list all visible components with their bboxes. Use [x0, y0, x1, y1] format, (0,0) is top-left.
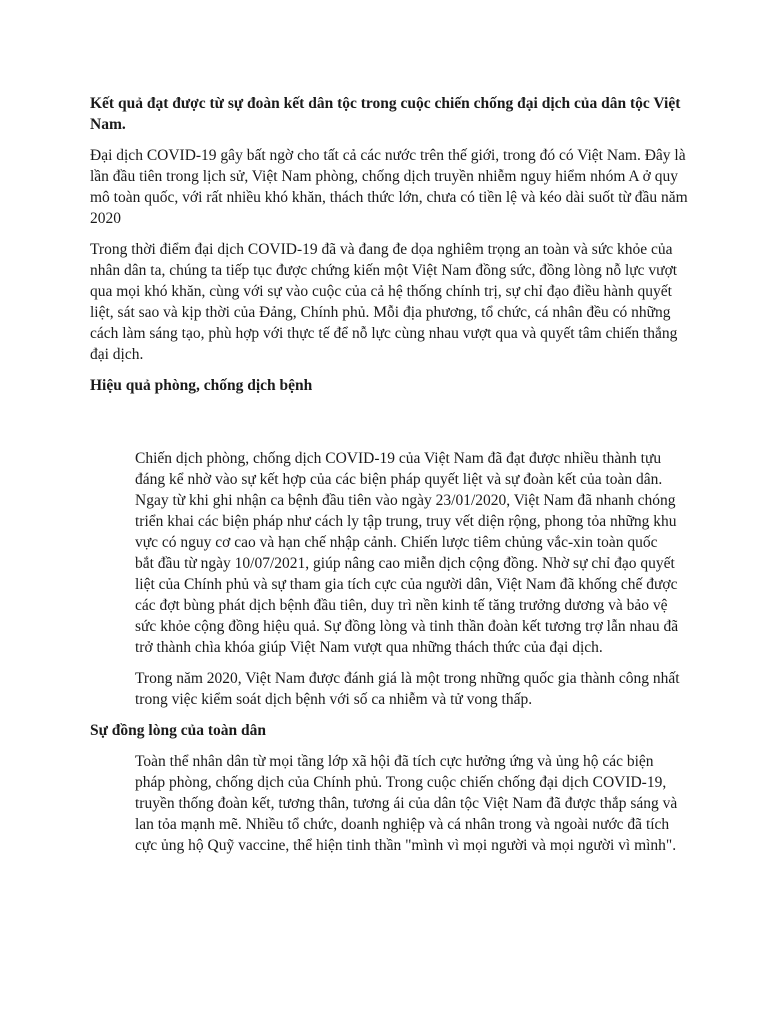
- document-page: [90, 93, 690, 866]
- document-title: Kết quả đạt được từ sự đoàn kết dân tộc trong cuộc chiến chống đại dịch của dân tộc Việt Nam.: [90, 95, 681, 133]
- intro-paragraph-2: Trong thời điểm đại dịch COVID-19 đã và đang đe dọa nghiêm trọng an toàn và sức khỏe của nhân dân ta, chúng ta tiếp tục được chứng kiến một Việt Nam đồng sức, đồng lòng nỗ lực vượt qua mọi khó khăn, cùng với sự vào cuộc của cả hệ thống chính trị, sự chỉ đạo điều hành quyết liệt, sát sao và kịp thời của Đảng, Chính phủ. Mỗi địa phương, tổ chức, cá nhân đều có những cách làm sáng tạo, phù hợp với thực tế để nỗ lực cùng nhau vượt qua và quyết tâm chiến thắng đại dịch.: [90, 241, 678, 363]
- section2-paragraph-1: Toàn thể nhân dân từ mọi tầng lớp xã hội đã tích cực hưởng ứng và ủng hộ các biện pháp phòng, chống dịch của Chính phủ. Trong cuộc chiến chống đại dịch COVID-19, truyền thống đoàn kết, tương thân, tương ái của dân tộc Việt Nam đã được thắp sáng và lan tỏa mạnh mẽ. Nhiều tổ chức, doanh nghiệp và cá nhân trong và ngoài nước đã tích cực ủng hộ Quỹ vaccine, thể hiện tinh thần "mình vì mọi người và mọi người vì mình".: [135, 753, 678, 854]
- section1-paragraph-2: Trong năm 2020, Việt Nam được đánh giá là một trong những quốc gia thành công nhất trong việc kiểm soát dịch bệnh với số ca nhiễm và tử vong thấp.: [135, 670, 680, 708]
- blank-spacer: [90, 406, 690, 448]
- section-heading-unity: Sự đồng lòng của toàn dân: [90, 722, 266, 739]
- section1-paragraph-1: Chiến dịch phòng, chống dịch COVID-19 của Việt Nam đã đạt được nhiều thành tựu đáng kể nhờ vào sự kết hợp của các biện pháp quyết liệt và sự đoàn kết của toàn dân. Ngay từ khi ghi nhận ca bệnh đầu tiên vào ngày 23/01/2020, Việt Nam đã nhanh chóng triển khai các biện pháp như cách ly tập trung, truy vết diện rộng, phong tỏa những khu vực có nguy cơ cao và hạn chế nhập cảnh. Chiến lược tiêm chủng vắc-xin toàn quốc bắt đầu từ ngày 10/07/2021, giúp nâng cao miễn dịch cộng đồng. Nhờ sự chỉ đạo quyết liệt của Chính phủ và sự tham gia tích cực của người dân, Việt Nam đã khống chế được các đợt bùng phát dịch bệnh đầu tiên, duy trì nền kinh tế tăng trưởng dương và bảo vệ sức khỏe cộng đồng hiệu quả. Sự đồng lòng và tinh thần đoàn kết tương trợ lẫn nhau đã trở thành chìa khóa giúp Việt Nam vượt qua những thách thức của đại dịch.: [135, 450, 679, 656]
- intro-paragraph-1: Đại dịch COVID-19 gây bất ngờ cho tất cả các nước trên thế giới, trong đó có Việt Nam. Đây là lần đầu tiên trong lịch sử, Việt Nam phòng, chống dịch truyền nhiễm nguy hiểm nhóm A ở quy mô toàn quốc, với rất nhiều khó khăn, thách thức lớn, chưa có tiền lệ và kéo dài suốt từ đầu năm 2020: [90, 147, 688, 227]
- section-heading-prevention: Hiệu quả phòng, chống dịch bệnh: [90, 377, 313, 394]
